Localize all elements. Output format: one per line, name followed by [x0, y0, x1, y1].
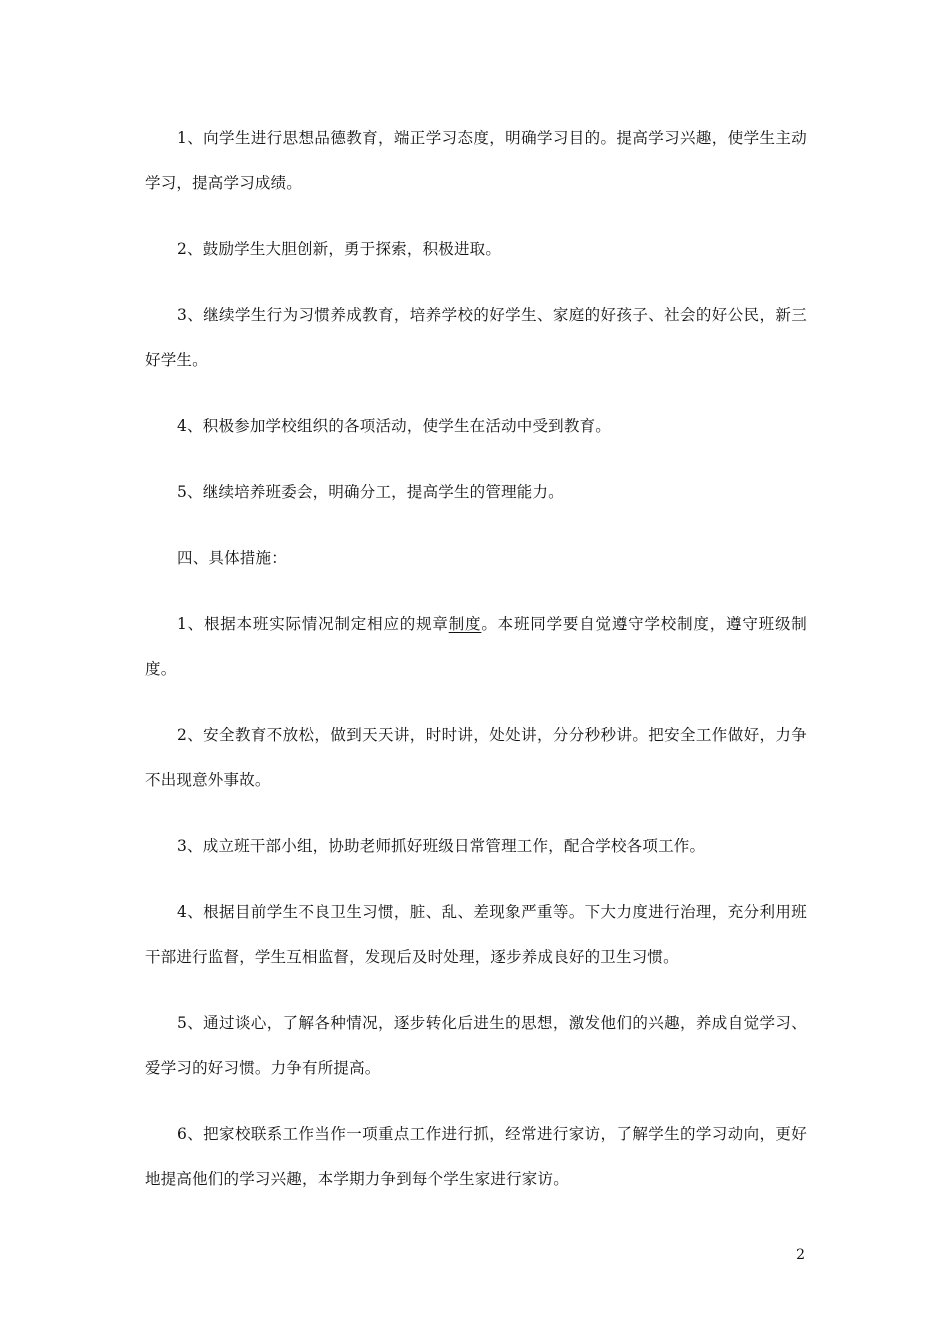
goal-paragraph-1: 1、向学生进行思想品德教育，端正学习态度，明确学习目的。提高学习兴趣，使学生主动学习，提高学习成绩。: [145, 129, 807, 192]
goal-paragraph-5: 5、继续培养班委会，明确分工，提高学生的管理能力。: [177, 483, 564, 501]
measure-paragraph-5: 5、通过谈心，了解各种情况，逐步转化后进生的思想，激发他们的兴趣，养成自觉学习、爱学习的好习惯。力争有所提高。: [145, 1014, 807, 1077]
measure-paragraph-6: 6、把家校联系工作当作一项重点工作进行抓，经常进行家访，了解学生的学习动向，更好地提高他们的学习兴趣，本学期力争到每个学生家进行家访。: [145, 1125, 807, 1188]
document-body: [145, 116, 807, 1223]
goal-paragraph-4: 4、积极参加学校组织的各项活动，使学生在活动中受到教育。: [177, 417, 611, 435]
goal-paragraph-2: 2、鼓励学生大胆创新，勇于探索，积极进取。: [177, 240, 502, 258]
measure-paragraph-1: [145, 602, 807, 692]
measure-1-text-after: 。本班同学要自觉遵守学校制度，遵守班级制度。: [145, 615, 808, 678]
page-number: 2: [796, 1247, 805, 1263]
measure-paragraph-3: 3、成立班干部小组，协助老师抓好班级日常管理工作，配合学校各项工作。: [177, 837, 706, 855]
section-heading-measures: 四、具体措施：: [177, 549, 287, 567]
measure-1-text-before: 1、根据本班实际情况制定相应的规章: [177, 615, 449, 633]
measure-1-underlined-text: 制度: [448, 615, 482, 633]
goal-paragraph-3: 3、继续学生行为习惯养成教育，培养学校的好学生、家庭的好孩子、社会的好公民，新三好学生。: [145, 306, 807, 369]
measure-paragraph-4: 4、根据目前学生不良卫生习惯，脏、乱、差现象严重等。下大力度进行治理，充分利用班干部进行监督，学生互相监督，发现后及时处理，逐步养成良好的卫生习惯。: [145, 903, 807, 966]
measure-paragraph-2: 2、安全教育不放松，做到天天讲，时时讲，处处讲，分分秒秒讲。把安全工作做好，力争不出现意外事故。: [145, 726, 807, 789]
